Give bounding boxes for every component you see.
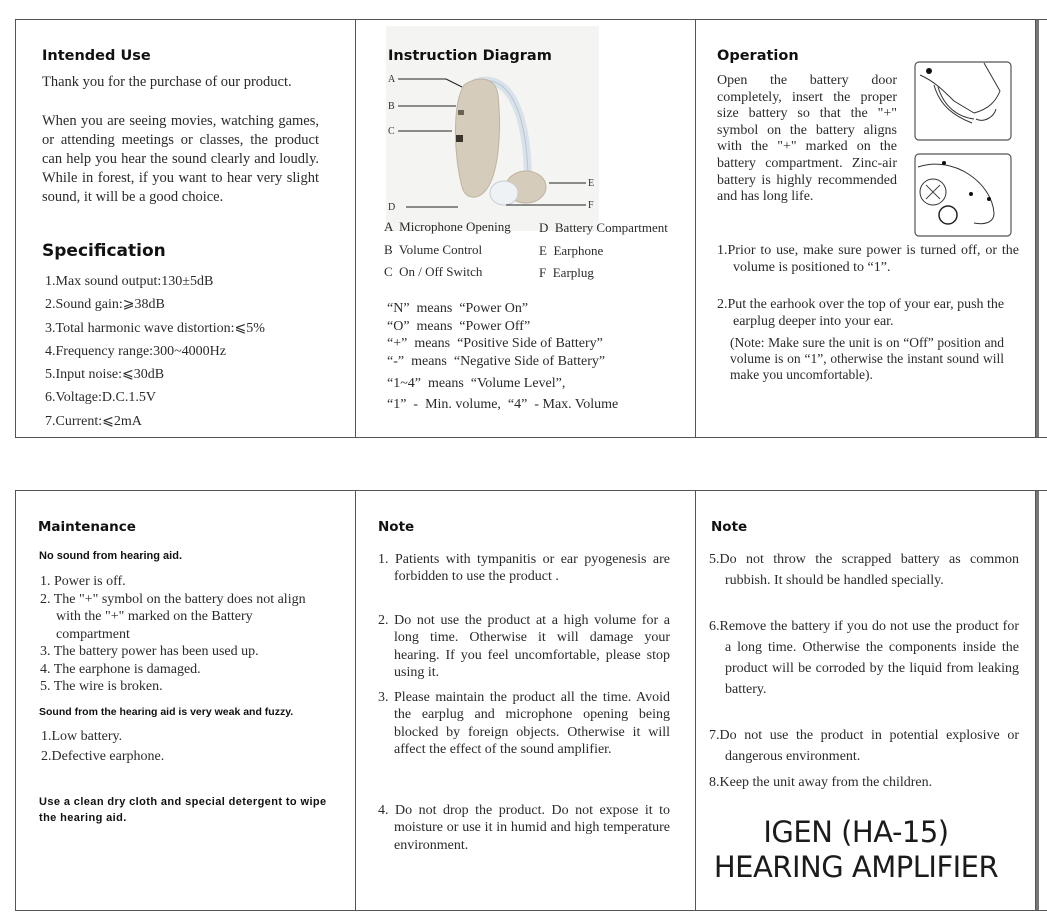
legend-item: “O” means “Power Off” (387, 318, 531, 334)
spec-item: 5.Input noise:⩽30dB (45, 367, 165, 383)
issue-weak-sound-list (41, 727, 164, 767)
cause-item: 3. The battery power has been used up. (40, 644, 259, 659)
battery-insert-illustration-icon (914, 153, 1012, 237)
diagram-label-e: E (588, 178, 595, 189)
operation-step-2: 2.Put the earhook over the top of your ear, push the earplug deeper into your ear. (717, 297, 1005, 329)
part-item: E Earphone (539, 242, 604, 258)
spec-item: 6.Voltage:D.C.1.5V (45, 390, 156, 406)
cause-item: 2. The "+" symbol on the battery does not align with the "+" marked on the Battery compartment (40, 591, 306, 642)
issue-weak-sound-title: Sound from the hearing aid is very weak and fuzzy. (39, 706, 294, 718)
issue-no-sound-title: No sound from hearing aid. (39, 550, 183, 562)
part-item: C On / Off Switch (384, 264, 483, 279)
cause-item: 1.Low battery. (41, 729, 123, 744)
panel-edge (1036, 491, 1047, 910)
intended-use-title: Intended Use (42, 48, 151, 64)
panel-operation (696, 20, 1036, 437)
diagram-label-f: F (588, 200, 594, 211)
panel-instruction-diagram (356, 20, 696, 437)
note-item-7: 7.Do not use the product in potential explosive or dangerous environment. (709, 728, 1019, 764)
diagram-label-b: B (388, 101, 395, 112)
parts-list-right (539, 217, 668, 285)
part-item: D Battery Compartment (539, 220, 668, 235)
cause-item: 4. The earphone is damaged. (40, 661, 201, 677)
operation-step-1: 1.Prior to use, make sure power is turned off, or the volume is positioned to “1”. (717, 243, 1019, 275)
legend-item: “1” - Min. volume, “4” - Max. Volume (387, 396, 619, 412)
legend-item: “-” means “Negative Side of Battery” (387, 353, 606, 369)
top-row (15, 19, 1047, 438)
note-item-3: 3. Please maintain the product all the time. Avoid the earplug and microphone opening being blocked by foreign objects. Otherwise it will affect the effect of the sound amplifier. (378, 690, 670, 757)
diagram-label-d: D (388, 202, 396, 213)
part-item: F Earplug (539, 265, 594, 280)
symbol-legend (387, 300, 618, 413)
note-item-6: 6.Remove the battery if you do not use the product for a long time. Otherwise the components inside the product will be corroded by the liquid from leaking battery. (709, 619, 1019, 697)
panel-maintenance (16, 491, 356, 910)
brand-product-name: HEARING AMPLIFIER (713, 850, 999, 884)
diagram-label-a: A (388, 74, 396, 85)
spec-item: 7.Current:⩽2mA (45, 413, 142, 429)
maintenance-title: Maintenance (38, 519, 136, 535)
note-item-2: 2. Do not use the product at a high volume for a long time. Otherwise it will damage your hearing. If you feel uncomfortable, please stop using it. (378, 613, 670, 680)
legend-item: “N” means “Power On” (387, 301, 529, 316)
note-title: Note (378, 519, 415, 535)
note-title: Note (711, 519, 748, 535)
spec-item: 1.Max sound output:130±5dB (45, 274, 214, 289)
operation-title: Operation (717, 48, 799, 64)
intended-use-para1: Thank you for the purchase of our product. (42, 74, 292, 90)
cleaning-instruction: Use a clean dry cloth and special detergent to wipe the hearing aid. (39, 796, 327, 824)
diagram-title: Instruction Diagram (388, 48, 552, 64)
cause-item: 1. Power is off. (40, 574, 126, 589)
intended-use-para2: When you are seeing movies, watching games, or attending meetings or classes, the product can help you hear the sound clearly and loudly. While in forest, if you want to hear very slight sound, it will be a good choice. (42, 113, 319, 205)
note-item-8: 8.Keep the unit away from the children. (709, 775, 933, 790)
part-item: A Microphone Opening (384, 219, 511, 234)
brand-model: IGEN (HA-15) (763, 815, 949, 849)
spec-item: 2.Sound gain:⩾38dB (45, 297, 165, 313)
panel-note-2 (696, 491, 1036, 910)
bottom-row (15, 490, 1047, 911)
specification-title: Specification (42, 241, 166, 261)
diagram-label-c: C (388, 126, 395, 137)
spec-item: 3.Total harmonic wave distortion:⩽5% (45, 320, 265, 336)
panel-intended-use (16, 20, 356, 437)
note-item-4: 4. Do not drop the product. Do not expose it to moisture or use it in humid and high temperature environment. (378, 803, 670, 853)
issue-no-sound-list (40, 573, 320, 696)
note-item-5: 5.Do not throw the scrapped battery as common rubbish. It should be handled specially. (709, 552, 1019, 588)
part-item: B Volume Control (384, 241, 483, 257)
cause-item: 5. The wire is broken. (40, 679, 163, 694)
parts-list-left (384, 216, 511, 284)
note-item-1: 1. Patients with tympanitis or ear pyogenesis are forbidden to use the product . (378, 552, 670, 585)
legend-item: “1~4” means “Volume Level”, (387, 376, 566, 391)
legend-item: “+” means “Positive Side of Battery” (387, 336, 603, 351)
spec-item: 4.Frequency range:300~4000Hz (45, 343, 226, 359)
specification-list (45, 270, 345, 433)
panel-edge (1036, 20, 1047, 437)
operation-intro: Open the battery door completely, insert the proper size battery so that the "+" symbol on the battery aligns with the "+" marked on the battery compartment. Zinc-air battery is highly recommended and has long life. (717, 73, 897, 205)
battery-door-open-illustration-icon (914, 61, 1012, 141)
hearing-aid-illustration-icon (386, 65, 616, 225)
operation-note: (Note: Make sure the unit is on “Off” position and volume is on “1”, otherwise the instant sound will make you uncomfortable). (730, 335, 1004, 382)
cause-item: 2.Defective earphone. (41, 749, 165, 764)
panel-note-1 (356, 491, 696, 910)
